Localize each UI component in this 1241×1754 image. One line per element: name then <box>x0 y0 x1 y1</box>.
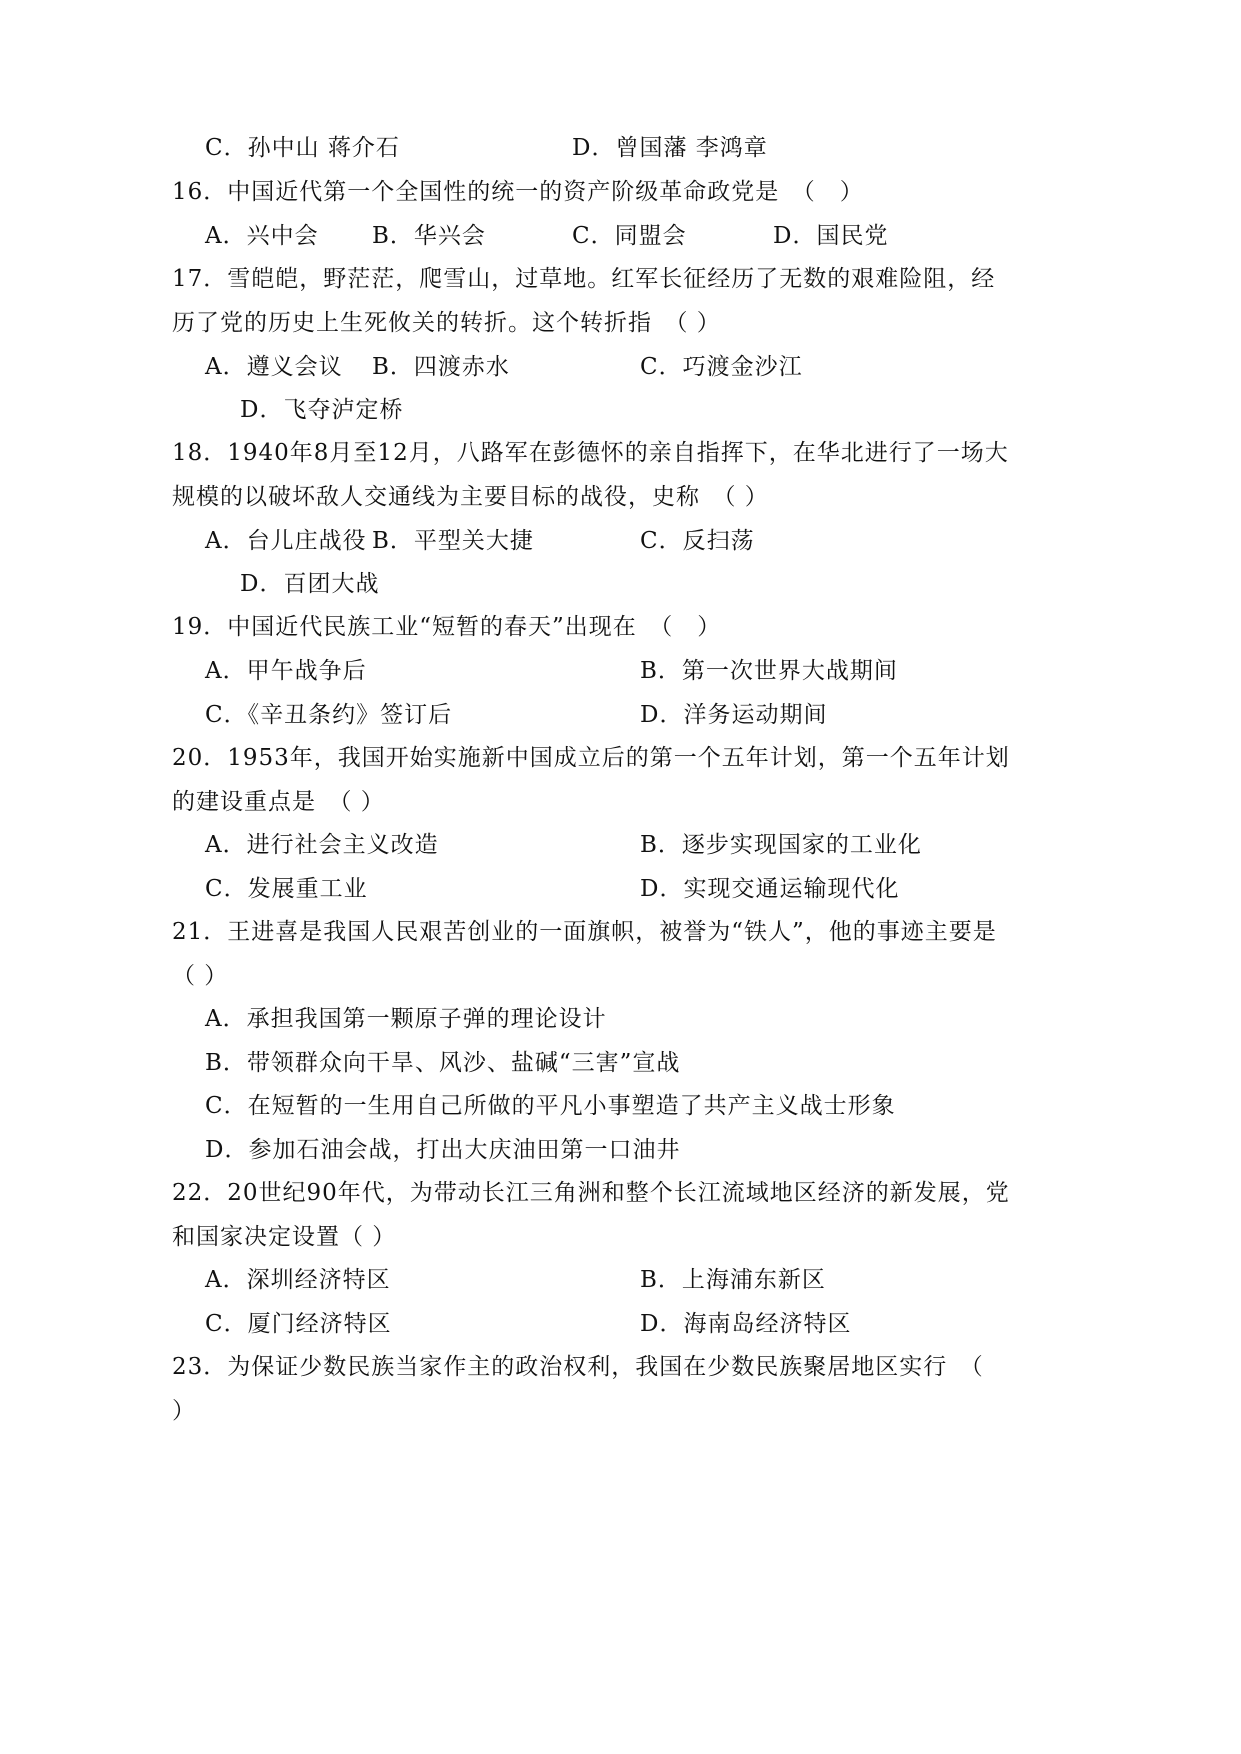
q23-stem-line2: ） <box>172 1398 196 1424</box>
q22-option-a: A．深圳经济特区 <box>205 1267 391 1293</box>
q18-option-a: A．台儿庄战役 <box>205 528 367 554</box>
q18-option-d: D．百团大战 <box>240 571 380 597</box>
q18-option-b: B．平型关大捷 <box>372 528 534 554</box>
q19-option-c: C．《辛丑条约》签订后 <box>205 702 453 728</box>
q20-option-a: A．进行社会主义改造 <box>205 832 439 858</box>
q17-stem-line2: 历了党的历史上生死攸关的转折。这个转折指 （ ） <box>172 310 721 336</box>
q21-stem-line1: 21．王进喜是我国人民艰苦创业的一面旗帜，被誉为“铁人”，他的事迹主要是 <box>172 919 997 945</box>
q22-option-c: C．厦门经济特区 <box>205 1311 392 1337</box>
q21-option-d: D．参加石油会战，打出大庆油田第一口油井 <box>205 1137 681 1163</box>
q17-option-b: B．四渡赤水 <box>372 354 510 380</box>
q22-stem-line1: 22．20世纪90年代，为带动长江三角洲和整个长江流域地区经济的新发展，党 <box>172 1180 1010 1206</box>
q17-stem-line1: 17．雪皑皑，野茫茫，爬雪山，过草地。红军长征经历了无数的艰难险阻，经 <box>172 266 996 292</box>
q22-stem-line2: 和国家决定设置（ ） <box>172 1224 397 1250</box>
q15-option-c: C．孙中山 蒋介石 <box>205 135 400 161</box>
q21-option-b: B．带领群众向干旱、风沙、盐碱“三害”宣战 <box>205 1050 681 1076</box>
q20-stem-line1: 20．1953年，我国开始实施新中国成立后的第一个五年计划，第一个五年计划 <box>172 745 1010 771</box>
q18-stem-line2: 规模的以破坏敌人交通线为主要目标的战役，史称 （ ） <box>172 484 769 510</box>
q21-option-a: A．承担我国第一颗原子弹的理论设计 <box>205 1006 607 1032</box>
q23-stem-line1: 23．为保证少数民族当家作主的政治权利，我国在少数民族聚居地区实行 （ <box>172 1354 984 1380</box>
q17-option-d: D．飞夺泸定桥 <box>240 397 404 423</box>
q16-option-c: C．同盟会 <box>572 223 687 249</box>
q20-option-c: C．发展重工业 <box>205 876 368 902</box>
q19-option-b: B．第一次世界大战期间 <box>640 658 898 684</box>
q19-option-a: A．甲午战争后 <box>205 658 367 684</box>
q19-option-d: D．洋务运动期间 <box>640 702 828 728</box>
q15-option-d: D．曾国藩 李鸿章 <box>572 135 768 161</box>
q17-option-a: A．遵义会议 <box>205 354 343 380</box>
q20-option-b: B．逐步实现国家的工业化 <box>640 832 922 858</box>
q20-stem-line2: 的建设重点是 （ ） <box>172 789 385 815</box>
q18-stem-line1: 18．1940年8月至12月，八路军在彭德怀的亲自指挥下，在华北进行了一场大 <box>172 440 1009 466</box>
q16-option-d: D．国民党 <box>773 223 889 249</box>
q22-option-b: B．上海浦东新区 <box>640 1267 826 1293</box>
q16-option-a: A．兴中会 <box>205 223 319 249</box>
q22-option-d: D．海南岛经济特区 <box>640 1311 852 1337</box>
q18-option-c: C．反扫荡 <box>640 528 755 554</box>
q16-stem: 16．中国近代第一个全国性的统一的资产阶级革命政党是 （ ） <box>172 179 864 205</box>
q16-option-b: B．华兴会 <box>372 223 486 249</box>
q21-option-c: C．在短暂的一生用自己所做的平凡小事塑造了共产主义战士形象 <box>205 1093 896 1119</box>
q19-stem: 19．中国近代民族工业“短暂的春天”出现在 （ ） <box>172 614 722 640</box>
q21-stem-line2: （ ） <box>172 963 229 989</box>
q20-option-d: D．实现交通运输现代化 <box>640 876 900 902</box>
q17-option-c: C．巧渡金沙江 <box>640 354 803 380</box>
